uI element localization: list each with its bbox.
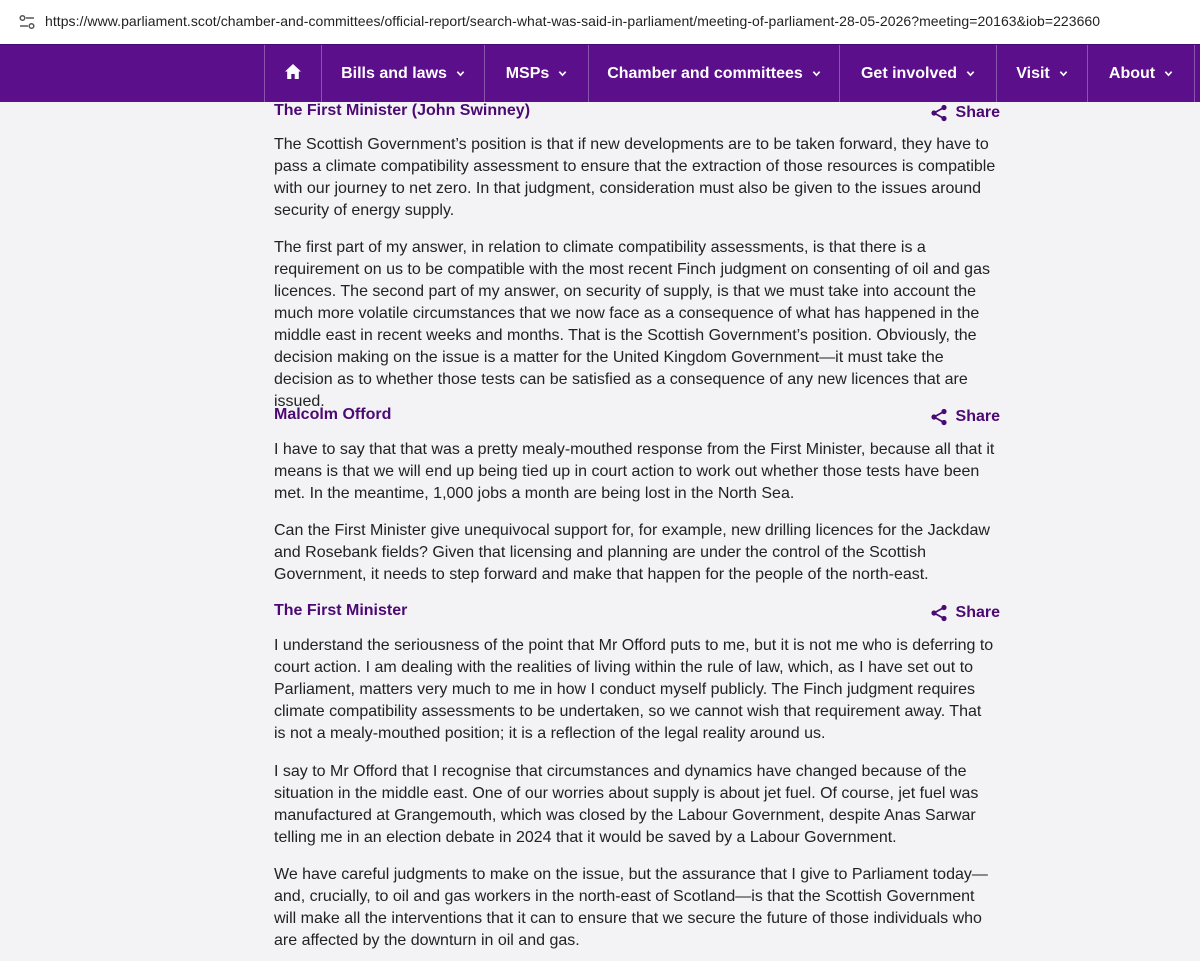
nav-label: Get involved (860, 64, 958, 82)
chevron-down-icon (1059, 69, 1068, 78)
speech-paragraph: We have careful judgments to make on the issue, but the assurance that I give to Parliament today—and, crucially, to oil and gas workers in the north-east of Scotland—is that the Scottish Government will make all the interventions that it can to ensure that we secure the future of those individuals who are affected by the downturn in oil and gas. (274, 866, 988, 949)
url-text[interactable]: https://www.parliament.scot/chamber-and-committees/official-report/search-what-was-said-in-parliament/meeting-of-parliament-28-05-2026?meeting=20163&iob=223660 (45, 13, 1101, 29)
site-settings-icon[interactable] (18, 13, 36, 31)
nav-label: Chamber and committees (607, 64, 803, 82)
home-icon (284, 63, 302, 85)
chevron-down-icon (812, 69, 821, 78)
speaker-name[interactable]: Malcolm Offord (274, 406, 392, 423)
contribution-header (274, 102, 1004, 124)
chevron-down-icon (558, 69, 567, 78)
speech-paragraph: I have to say that that was a pretty mealy-mouthed response from the First Minister, because all that it means is that we will end up being tied up in court action to work out whether those tests have been met. In the meantime, 1,000 jobs a month are being lost in the North Sea. (274, 441, 995, 502)
speaker-name[interactable]: The First Minister (274, 602, 408, 619)
nav-bills-and-laws[interactable] (321, 45, 484, 102)
main-navigation (0, 44, 1200, 102)
speech-paragraph: Can the First Minister give unequivocal support for, for example, new drilling licences for the Jackdaw and Rosebank fields? Given that licensing and planning are under the control of the Scottish Government, it needs to step forward and make that happen for the people of the north-east. (274, 522, 990, 583)
nav-label: MSPs (505, 64, 550, 82)
nav-about[interactable] (1087, 45, 1195, 102)
contribution-header (274, 602, 1004, 624)
speech-paragraph: The Scottish Government’s position is that if new developments are to be taken forward, they have to pass a climate compatibility assessment to ensure that the extraction of those resources is compatible with our journey to net zero. In that judgment, consideration must also be given to the issues around security of energy supply. (274, 136, 996, 219)
share-button[interactable] (930, 408, 1000, 426)
share-label: Share (955, 408, 1000, 425)
share-icon (930, 604, 948, 622)
speech-paragraph: I understand the seriousness of the point that Mr Offord puts to me, but it is not me who is deferring to court action. I am dealing with the realities of living within the rule of law, which, as I have set out to Parliament, matters very much to me in how I conduct myself publicly. The Finch judgment requires climate compatibility assessments to be undertaken, so we cannot wish that requirement away. That is not a mealy-mouthed position; it is a reflection of the legal reality around us. (274, 637, 994, 742)
share-label: Share (955, 104, 1000, 121)
nav-home[interactable] (264, 45, 321, 102)
share-icon (930, 408, 948, 426)
share-icon (930, 104, 948, 122)
nav-chamber-and-committees[interactable] (588, 45, 839, 102)
nav-get-involved[interactable] (839, 45, 996, 102)
speech-paragraph: I say to Mr Offord that I recognise that circumstances and dynamics have changed because of the situation in the middle east. One of our worries about supply is about jet fuel. Of course, jet fuel was manufactured at Grangemouth, which was closed by the Labour Government, despite Anas Sarwar telling me in an election debate in 2024 that it would be saved by a Labour Government. (274, 763, 979, 846)
nav-visit[interactable] (996, 45, 1087, 102)
browser-address-bar[interactable] (0, 0, 1200, 44)
share-button[interactable] (930, 604, 1000, 622)
speech-paragraph: The first part of my answer, in relation to climate compatibility assessments, is that there is a requirement on us to be compatible with the most recent Finch judgment on consenting of oil and gas licences. The second part of my answer, on security of supply, is that we must take into account the much more volatile circumstances that we now face as a consequence of what has happened in the middle east in recent weeks and months. That is the Scottish Government’s position. Obviously, the decision making on the issue is a matter for the United Kingdom Government—it must take the decision as to whether those tests can be satisfied as a consequence of any new licences that are issued. (274, 239, 990, 410)
nav-label: Bills and laws (341, 64, 447, 82)
share-label: Share (955, 604, 1000, 621)
share-button[interactable] (930, 104, 1000, 122)
speaker-name[interactable]: The First Minister (John Swinney) (274, 102, 531, 119)
contribution-header (274, 406, 1004, 428)
chevron-down-icon (966, 69, 975, 78)
chevron-down-icon (1164, 69, 1173, 78)
chevron-down-icon (456, 69, 465, 78)
nav-msps[interactable] (484, 45, 588, 102)
nav-label: About (1108, 64, 1156, 82)
nav-label: Visit (1016, 64, 1050, 82)
